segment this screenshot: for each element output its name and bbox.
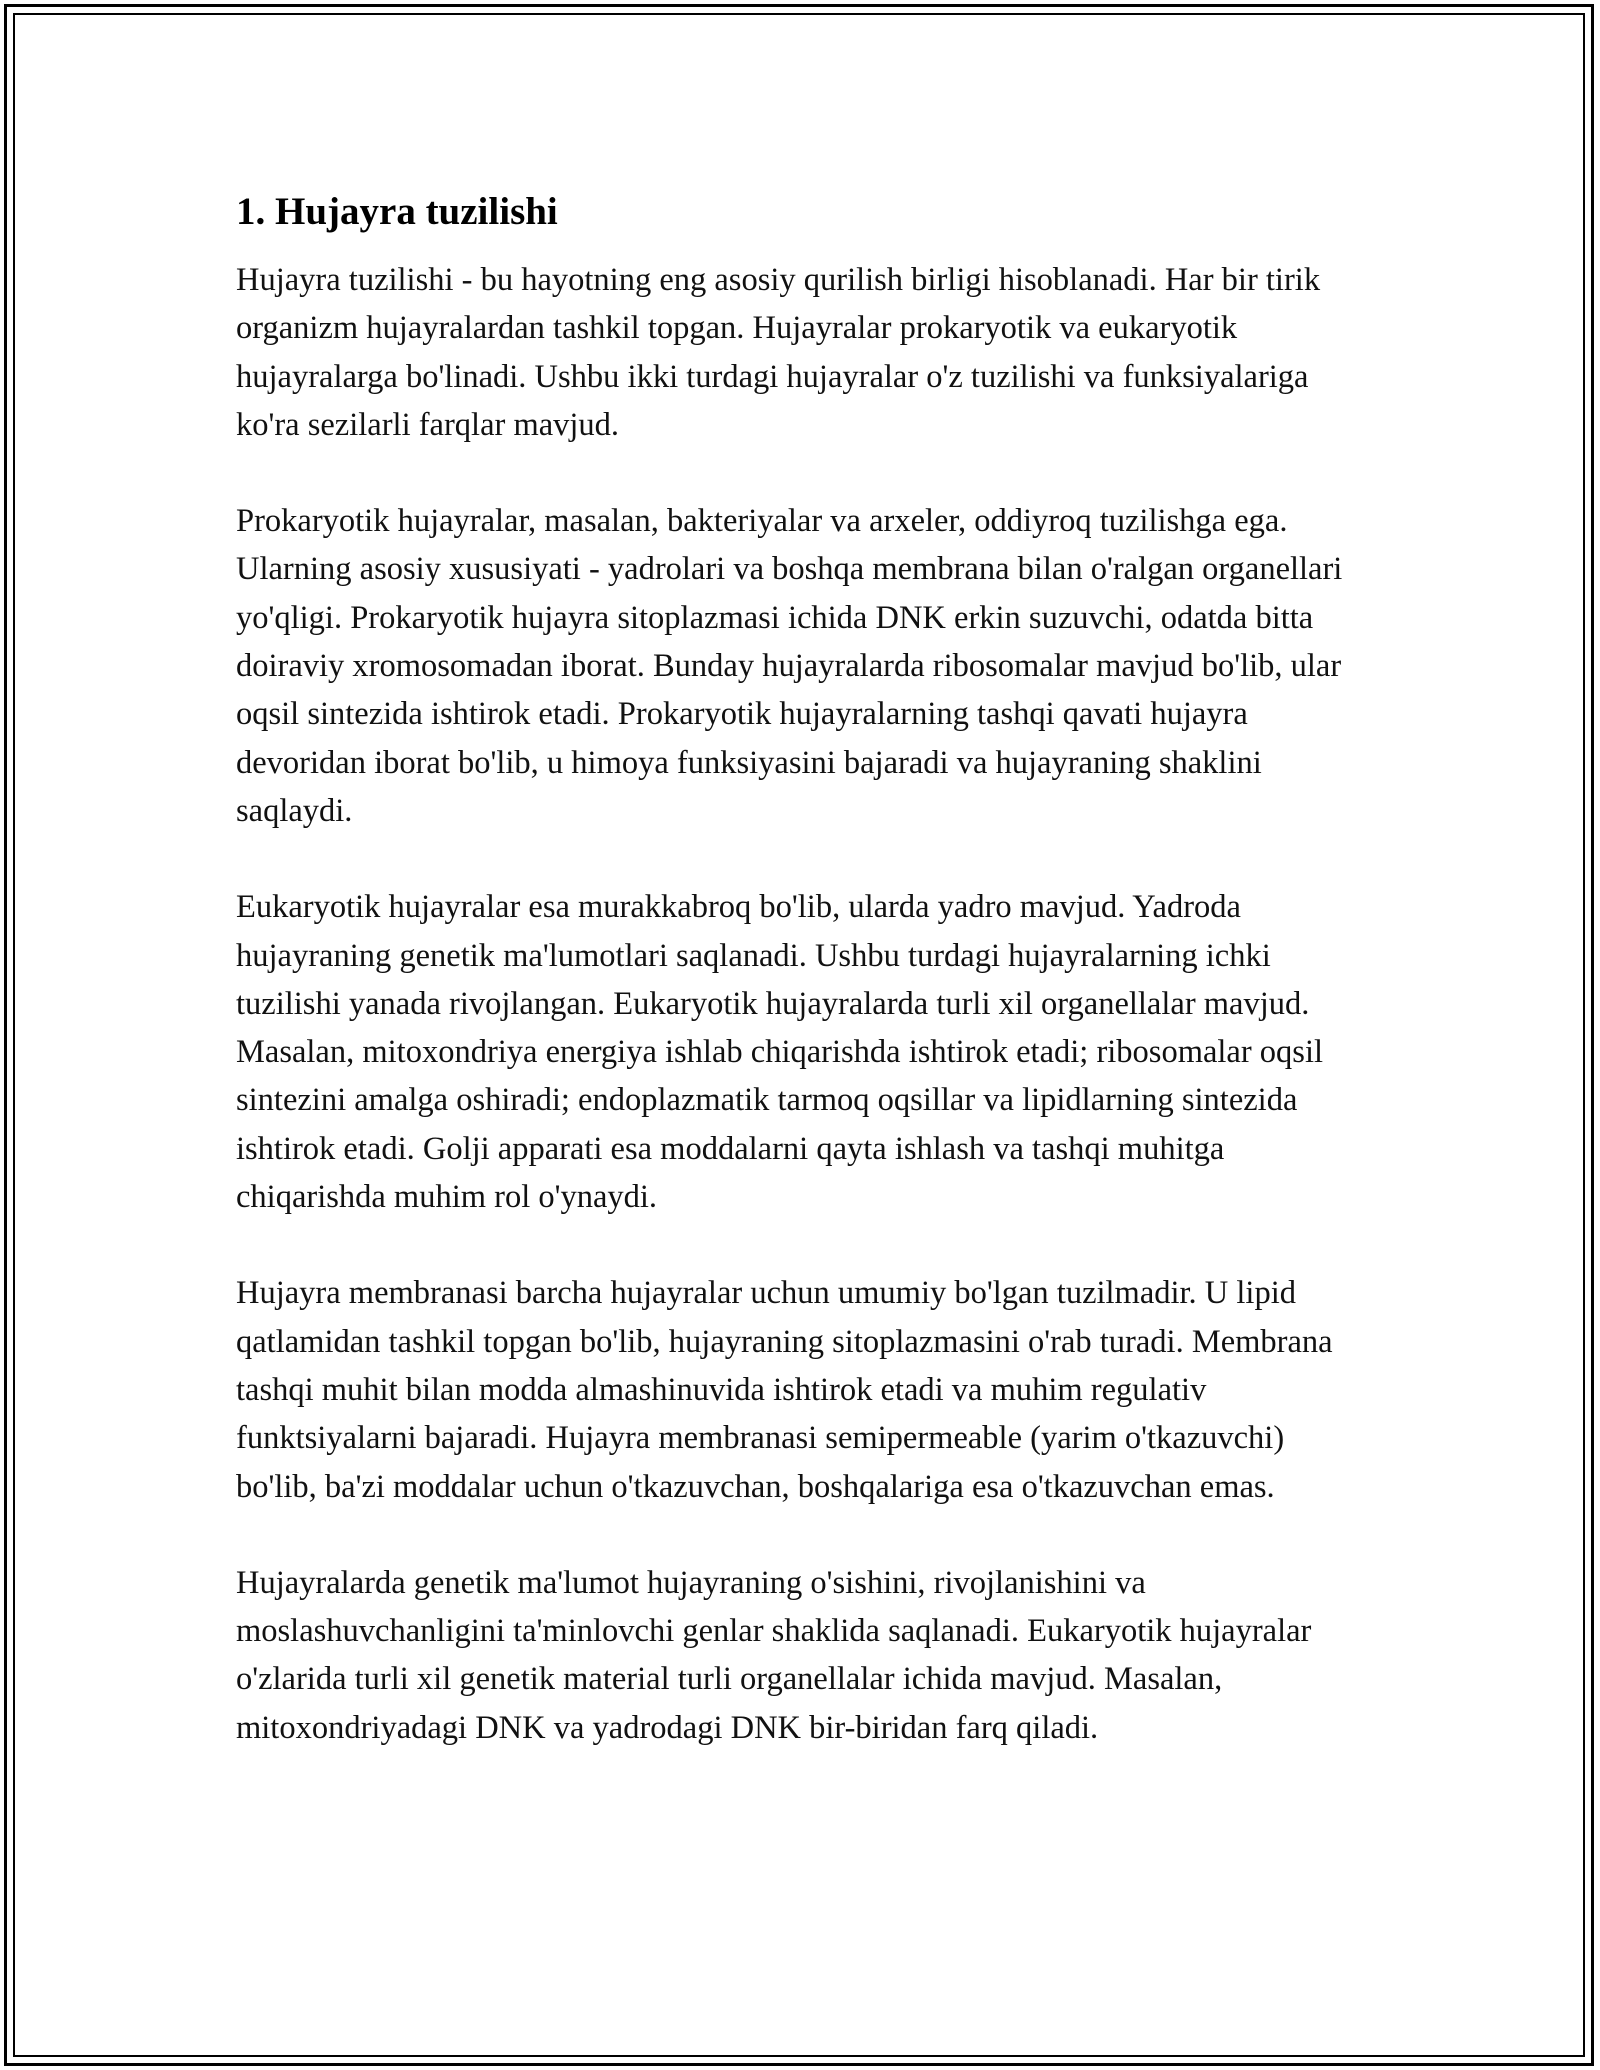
paragraph-genetic-information: Hujayralarda genetik ma'lumot hujayraning o'sishini, rivojlanishini va moslashuvchanligini ta'minlovchi genlar shaklida saqlanadi. Eukaryotik hujayralar o'zlarida turli xil genetik material turli organellalar ichida mavjud. Masalan, mitoxondriyadagi DNK va yadrodagi DNK bir-biridan farq qiladi. <box>236 1564 1312 1746</box>
paragraph-intro: Hujayra tuzilishi - bu hayotning eng asosiy qurilish birligi hisoblanadi. Har bir tirik organizm hujayralardan tashkil topgan. Hujayralar prokaryotik va eukaryotik hujayralarga bo'linadi. Ushbu ikki turdagi hujayralar o'z tuzilishi va funksiyalariga ko'ra sezilarli farqlar mavjud. <box>236 262 1321 443</box>
section-title: 1. Hujayra tuzilishi <box>236 190 558 233</box>
paragraph-prokaryotic: Prokaryotik hujayralar, masalan, bakteriyalar va arxeler, oddiyroq tuzilishga ega. Ularning asosiy xususiyati - yadrolari va boshqa membrana bilan o'ralgan organellari yo'qligi. Prokaryotik hujayra sitoplazmasi ichida DNK erkin suzuvchi, odatda bitta doiraviy xromosomadan iborat. Bunday hujayralarda ribosomalar mavjud bo'lib, ular oqsil sintezida ishtirok etadi. Prokaryotik hujayralarning tashqi qavati hujayra devoridan iborat bo'lib, u himoya funksiyasini bajaradi va hujayraning shaklini saqlaydi. <box>236 503 1343 829</box>
document-body <box>236 186 1366 1752</box>
paragraph-membrane: Hujayra membranasi barcha hujayralar uchun umumiy bo'lgan tuzilmadir. U lipid qatlamidan tashkil topgan bo'lib, hujayraning sitoplazmasini o'rab turadi. Membrana tashqi muhit bilan modda almashinuvida ishtirok etadi va muhim regulativ funktsiyalarni bajaradi. Hujayra membranasi semipermeable (yarim o'tkazuvchi) bo'lib, ba'zi moddalar uchun o'tkazuvchan, boshqalariga esa o'tkazuvchan emas. <box>236 1275 1333 1505</box>
paragraph-eukaryotic: Eukaryotik hujayralar esa murakkabroq bo'lib, ularda yadro mavjud. Yadroda hujayraning genetik ma'lumotlari saqlanadi. Ushbu turdagi hujayralarning ichki tuzilishi yanada rivojlangan. Eukaryotik hujayralarda turli xil organellalar mavjud. Masalan, mitoxondriya energiya ishlab chiqarishda ishtirok etadi; ribosomalar oqsil sintezini amalga oshiradi; endoplazmatik tarmoq oqsillar va lipidlarning sintezida ishtirok etadi. Golji apparati esa moddalarni qayta ishlash va tashqi muhitga chiqarishda muhim rol o'ynaydi. <box>236 889 1324 1216</box>
